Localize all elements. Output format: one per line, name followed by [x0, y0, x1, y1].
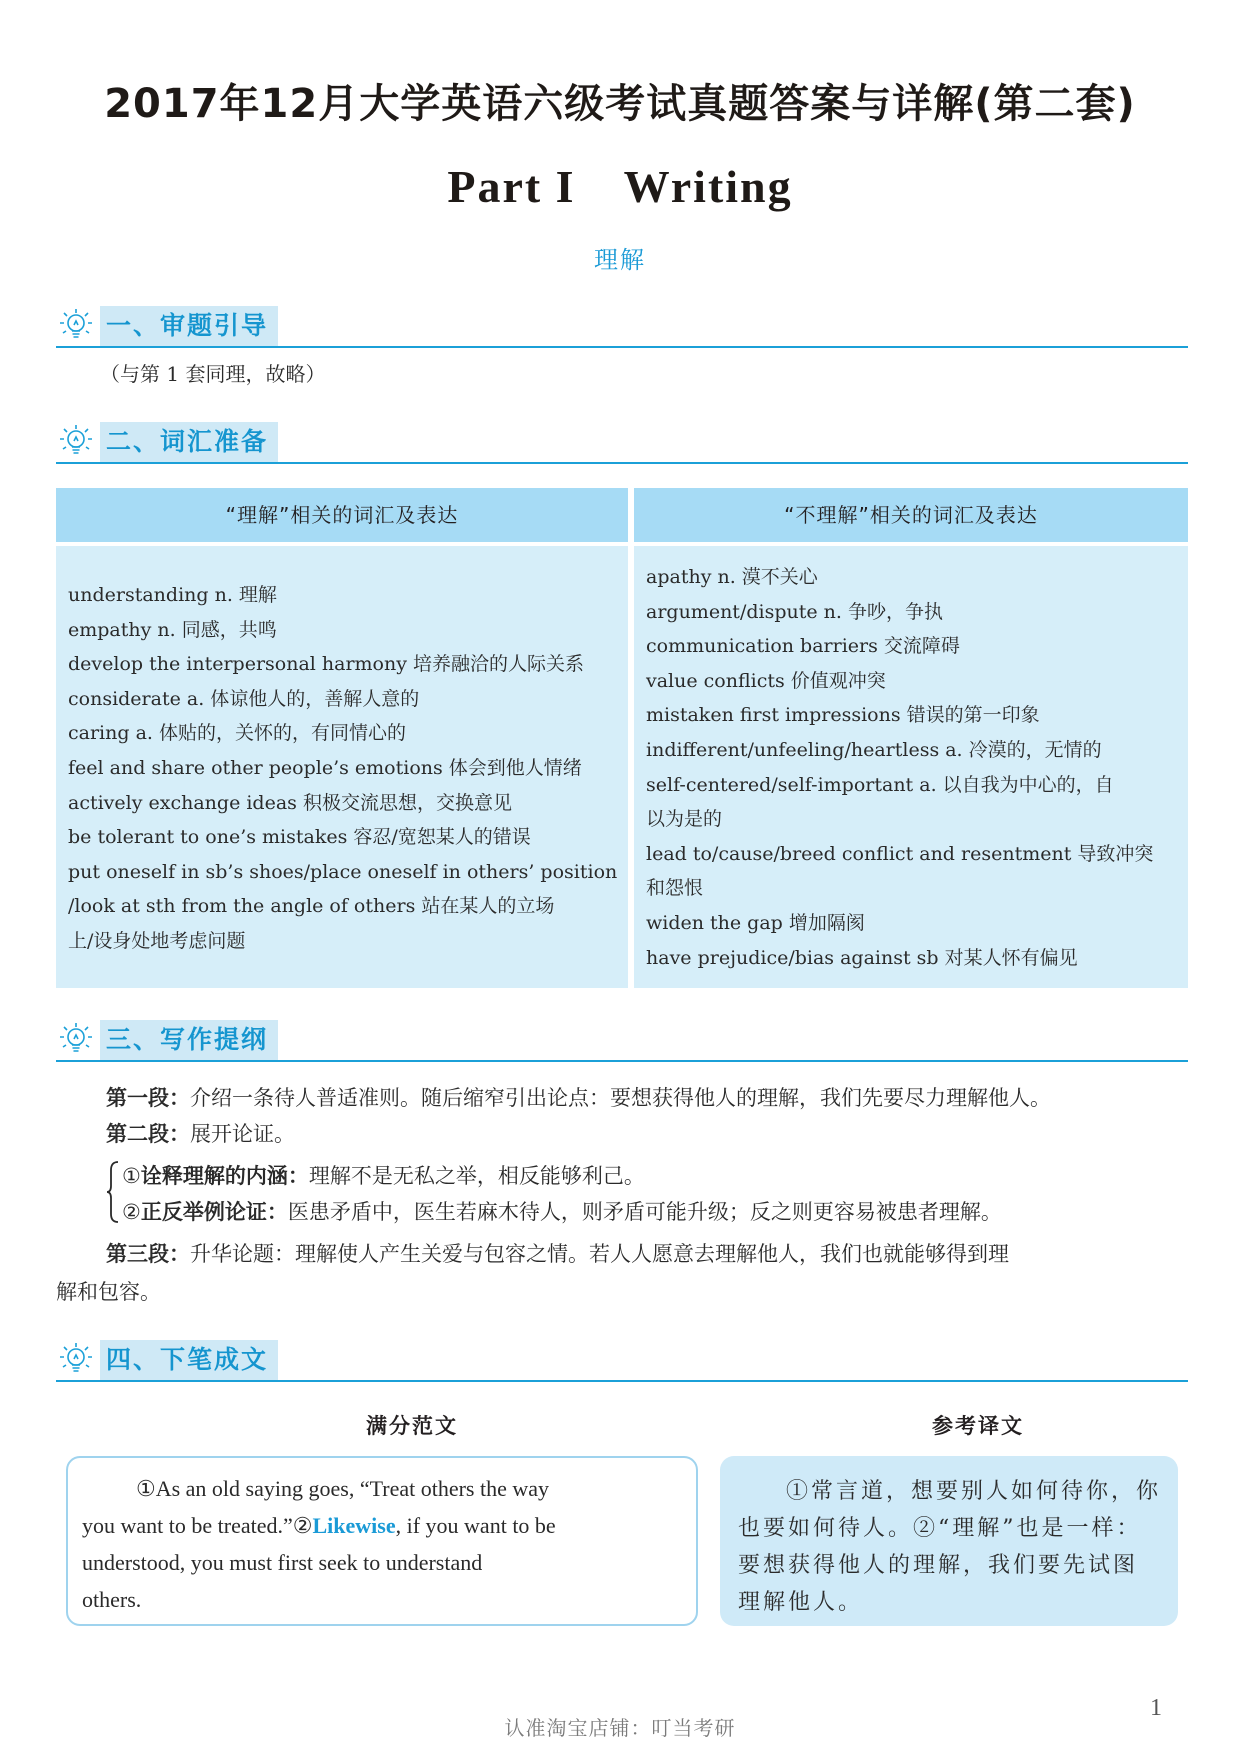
section-divider — [56, 1060, 1188, 1062]
table-cell-understanding — [56, 546, 628, 988]
translation-line: 理解他人。 — [738, 1590, 864, 1615]
section-divider — [56, 462, 1188, 464]
list-item: widen the gap 增加隔阂 — [646, 911, 865, 934]
section-label: 一、审题引导 — [100, 306, 278, 346]
list-item: 和怨恨 — [646, 877, 704, 900]
lightbulb-icon — [56, 1340, 96, 1380]
brace-icon — [106, 1160, 120, 1224]
model-essay-box — [66, 1456, 698, 1626]
translation-heading: 参考译文 — [932, 1414, 1024, 1438]
list-item: develop the interpersonal harmony 培养融洽的人际关系 — [68, 653, 585, 676]
list-item: lead to/cause/breed conflict and resentment 导致冲突 — [646, 842, 1154, 865]
lightbulb-icon — [56, 306, 96, 346]
list-item: self-centered/self-important a. 以自我为中心的，自 — [646, 773, 1114, 796]
model-essay-heading: 满分范文 — [366, 1414, 458, 1438]
footer-shop-text: 认准淘宝店铺：叮当考研 — [504, 1716, 736, 1740]
section-label: 二、词汇准备 — [100, 422, 278, 462]
section-heading-2 — [56, 422, 1188, 464]
outline-paragraph-3: 第三段：升华论题：理解使人产生关爱与包容之情。若人人愿意去理解他人，我们也就能够得到理 — [106, 1242, 1009, 1266]
list-item: /look at sth from the angle of others 站在某人的立场 — [68, 895, 555, 918]
vocabulary-table — [56, 488, 1188, 988]
list-item: argument/dispute n. 争吵，争执 — [646, 600, 943, 623]
vocab-list-right — [646, 560, 1153, 975]
section-divider — [56, 1380, 1188, 1382]
lightbulb-icon — [56, 422, 96, 462]
essay-line: others. — [82, 1587, 142, 1612]
list-item: actively exchange ideas 积极交流思想，交换意见 — [68, 791, 512, 814]
translation-line: ①常言道，想要别人如何待你，你 — [786, 1479, 1162, 1504]
list-item: understanding n. 理解 — [68, 584, 277, 606]
list-item: communication barriers 交流障碍 — [646, 635, 960, 658]
page-number: 1 — [1150, 1695, 1162, 1721]
translation-box — [720, 1456, 1178, 1626]
list-item: considerate a. 体谅他人的，善解人意的 — [68, 687, 420, 710]
list-item: empathy n. 同感，共鸣 — [68, 618, 277, 641]
table-cell-not-understanding — [634, 546, 1188, 988]
section-heading-4 — [56, 1340, 1188, 1382]
vocab-list-left — [68, 578, 617, 959]
table-header-not-understanding: “不理解”相关的词汇及表达 — [634, 488, 1188, 542]
lightbulb-icon — [56, 1020, 96, 1060]
table-header-understanding: “理解”相关的词汇及表达 — [56, 488, 628, 542]
section-label: 三、写作提纲 — [100, 1020, 278, 1060]
highlighted-word: Likewise — [312, 1513, 396, 1538]
essay-topic: 理解 — [594, 246, 646, 274]
list-item: have prejudice/bias against sb 对某人怀有偏见 — [646, 946, 1078, 969]
list-item: 上/设身处地考虑问题 — [68, 929, 246, 952]
outline-sub-point-1: ①诠释理解的内涵：理解不是无私之举，相反能够利己。 — [122, 1164, 645, 1188]
outline-paragraph-1: 第一段：介绍一条待人普适准则。随后缩窄引出论点：要想获得他人的理解，我们先要尽力理解他人。 — [106, 1086, 1051, 1110]
translation-line: 也要如何待人。②“理解”也是一样： — [738, 1516, 1142, 1541]
section-note: （与第 1 套同理，故略） — [100, 362, 326, 386]
section-heading-3 — [56, 1020, 1188, 1062]
outline-paragraph-3-cont: 解和包容。 — [56, 1280, 161, 1304]
list-item: apathy n. 漠不关心 — [646, 566, 818, 588]
section-label: 四、下笔成文 — [100, 1340, 278, 1380]
list-item: indifferent/unfeeling/heartless a. 冷漠的，无情的 — [646, 738, 1102, 761]
list-item: 以为是的 — [646, 808, 723, 831]
essay-line: ①As an old saying goes, “Treat others the way — [136, 1476, 550, 1501]
list-item: put oneself in sb’s shoes/place oneself in others’ position — [68, 860, 618, 883]
list-item: be tolerant to one’s mistakes 容忍/宽恕某人的错误 — [68, 826, 531, 849]
essay-line: understood, you must first seek to understand — [82, 1550, 483, 1575]
translation-line: 要想获得他人的理解，我们要先试图 — [738, 1553, 1139, 1578]
section-divider — [56, 346, 1188, 348]
list-item: value conflicts 价值观冲突 — [646, 669, 886, 692]
document-title: 2017年12月大学英语六级考试真题答案与详解(第二套) — [104, 81, 1136, 127]
essay-line: you want to be treated.”②Likewise, if you want to be — [82, 1513, 556, 1538]
section-heading-1 — [56, 306, 1188, 348]
list-item: mistaken first impressions 错误的第一印象 — [646, 704, 1040, 727]
list-item: caring a. 体贴的，关怀的，有同情心的 — [68, 722, 406, 745]
outline-paragraph-2: 第二段：展开论证。 — [106, 1122, 295, 1146]
list-item: feel and share other people’s emotions 体会到他人情绪 — [68, 756, 582, 779]
outline-sub-point-2: ②正反举例论证：医患矛盾中，医生若麻木待人，则矛盾可能升级；反之则更容易被患者理解。 — [122, 1200, 1002, 1224]
part-title: Part I Writing — [447, 161, 793, 212]
